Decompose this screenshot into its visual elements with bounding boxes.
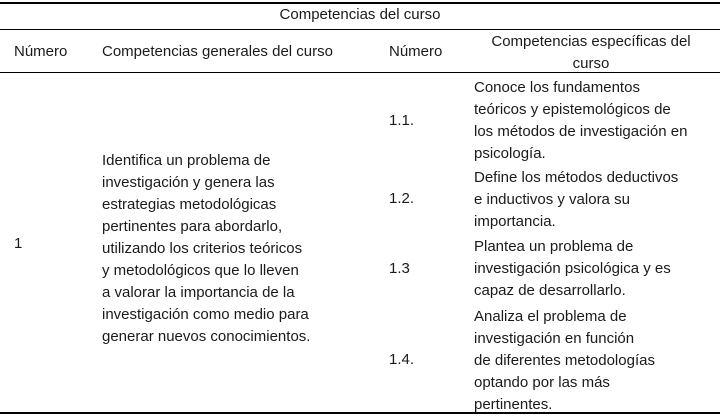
specific-number: 1.1.: [389, 112, 415, 129]
specific-number: 1.3: [389, 260, 410, 277]
header-number: Número: [14, 43, 68, 60]
header-general-competencies: Competencias generales del curso: [102, 43, 333, 60]
specific-competency-text: Define los métodos deductivos e inductivos y valora su importancia.: [474, 169, 679, 230]
row-number: 1: [14, 235, 23, 252]
specific-number: 1.2.: [389, 190, 415, 207]
table-caption: Competencias del curso: [279, 6, 441, 23]
header-specific-competencies: Competencias específicas del curso: [491, 33, 691, 72]
specific-number: 1.4.: [389, 351, 415, 368]
caption-rule: [0, 29, 720, 30]
specific-competency-text: Plantea un problema de investigación psicológica y es capaz de desarrollarlo.: [474, 238, 671, 299]
general-competency-text: Identifica un problema de investigación y genera las estrategias metodológicas pertinentes para abordarlo, utilizando los criterios teóricos y metodológicos que lo lleven a valorar la importancia de la investigación como medio para generar nuevos conocimientos.: [102, 152, 311, 345]
specific-competency-text: Analiza el problema de investigación en función de diferentes metodologías optando por las más pertinentes.: [474, 308, 655, 413]
header-number-specific: Número: [389, 43, 443, 60]
specific-competency-text: Conoce los fundamentos teóricos y epistemológicos de los métodos de investigación en psicología.: [474, 79, 688, 162]
